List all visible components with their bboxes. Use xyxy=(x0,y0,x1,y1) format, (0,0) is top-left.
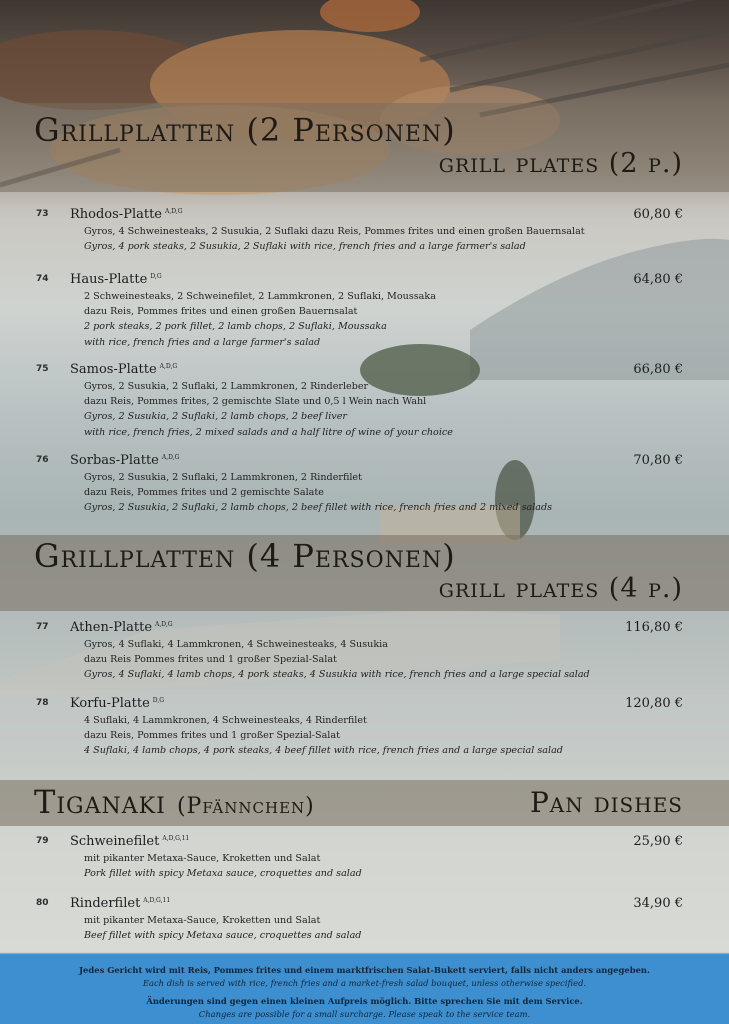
allergen-codes: A,D,G xyxy=(155,621,173,628)
footer-line1-de: Jedes Gericht wird mit Reis, Pommes frites und einem marktfrischen Salat-Bukett serviert, falls nicht anders angegeben. xyxy=(79,965,650,975)
item-number: 76 xyxy=(36,455,49,465)
section-title-de: Grillplatten (2 Personen) xyxy=(34,111,456,149)
item-number: 73 xyxy=(36,209,49,219)
item-name: Haus-Platte $^{D,G}$ xyxy=(70,272,162,287)
item-number: 79 xyxy=(36,836,49,846)
footer-line1-en: Each dish is served with rice, french fries and a market-fresh salad bouquet, unless otherwise specified. xyxy=(142,977,587,988)
item-name: Schweinefilet $^{A,D,G,11}$ xyxy=(70,834,190,849)
allergen-codes: A,D,G xyxy=(161,454,180,461)
item-price: 70,80 € xyxy=(633,453,683,468)
item-name: Athen-Platte $^{A,D,G}$ xyxy=(70,620,173,635)
allergen-codes: A,D,G,11 xyxy=(143,897,171,904)
item-price: 34,90 € xyxy=(633,896,683,911)
item-price: 66,80 € xyxy=(633,362,683,377)
item-number: 74 xyxy=(36,274,49,284)
item-number: 77 xyxy=(36,622,49,632)
item-description: Gyros, 2 Susukia, 2 Suflaki, 2 Lammkronen, 2 Rinderleber dazu Reis, Pommes frites, 2 gemischte Slate und 0,5 l Wein nach Wahl Gyros, 2 Susukia, 2 Suflaki, 2 lamb chops, 2 beef liver with rice, french fries, 2 mixed salads and a half litre of wine of your choice xyxy=(84,381,453,438)
section-title-en: grill plates (4 p.) xyxy=(438,573,683,604)
item-description: Gyros, 4 Suflaki, 4 Lammkronen, 4 Schweinesteaks, 4 Susukia dazu Reis Pommes frites und 1 großer Spezial-Salat Gyros, 4 Suflaki, 4 lamb chops, 4 pork steaks, 4 Susukia with rice, french fries and a large special salad xyxy=(84,639,590,681)
item-price: 120,80 € xyxy=(625,696,683,711)
item-name: Korfu-Platte $^{D,G}$ xyxy=(70,696,165,711)
footer-line2-de: Änderungen sind gegen einen kleinen Aufpreis möglich. Bitte sprechen Sie mit dem Service. xyxy=(146,996,583,1006)
allergen-codes: A,D,G xyxy=(159,363,178,370)
footer-line2-en: Changes are possible for a small surcharge. Please speak to the service team. xyxy=(198,1008,531,1019)
section-title-en: grill plates (2 p.) xyxy=(438,148,683,179)
item-name: Samos-Platte $^{A,D,G}$ xyxy=(70,362,178,377)
item-price: 25,90 € xyxy=(633,834,683,849)
section-title-de: Grillplatten (4 Personen) xyxy=(34,537,456,575)
item-name: Rhodos-Platte $^{A,D,G}$ xyxy=(70,207,183,222)
footer-notice xyxy=(0,955,729,1024)
item-price: 60,80 € xyxy=(633,207,683,222)
allergen-codes: A,D,G,11 xyxy=(162,835,190,842)
item-description: mit pikanter Metaxa-Sauce, Kroketten und Salat Beef fillet with spicy Metaxa sauce, croquettes and salad xyxy=(84,915,362,942)
item-name: Rinderfilet $^{A,D,G,11}$ xyxy=(70,896,171,911)
section-title-en: Pan dishes xyxy=(529,786,683,819)
item-number: 80 xyxy=(36,898,49,908)
allergen-codes: A,D,G xyxy=(165,208,183,215)
item-description: 4 Suflaki, 4 Lammkronen, 4 Schweinesteaks, 4 Rinderfilet dazu Reis, Pommes frites und 1 großer Spezial-Salat 4 Suflaki, 4 lamb chops, 4 pork steaks, 4 beef fillet with rice, french fries and a large special salad xyxy=(84,715,563,757)
allergen-codes: D,G xyxy=(152,697,165,704)
item-number: 78 xyxy=(36,698,49,708)
item-name: Sorbas-Platte $^{A,D,G}$ xyxy=(70,453,180,468)
section-title-de: Tiganaki (Pfännchen) xyxy=(34,783,315,821)
item-price: 64,80 € xyxy=(633,272,683,287)
item-description: Gyros, 4 Schweinesteaks, 2 Susukia, 2 Suflaki dazu Reis, Pommes frites und einen großen Bauernsalat Gyros, 4 pork steaks, 2 Susukia, 2 Suflaki with rice, french fries and a large farmer's salad xyxy=(84,226,585,253)
item-description: Gyros, 2 Susukia, 2 Suflaki, 2 Lammkronen, 2 Rinderfilet dazu Reis, Pommes frites und 2 gemischte Salate Gyros, 2 Susukia, 2 Suflaki, 2 lamb chops, 2 beef fillet with rice, french fries and 2 mixed salads xyxy=(84,472,553,514)
item-description: 2 Schweinesteaks, 2 Schweinefilet, 2 Lammkronen, 2 Suflaki, Moussaka dazu Reis, Pommes frites und einen großen Bauernsalat 2 pork steaks, 2 pork fillet, 2 lamb chops, 2 Suflaki, Moussaka with rice, french fries and a large farmer's salad xyxy=(84,291,436,348)
item-number: 75 xyxy=(36,364,49,374)
allergen-codes: D,G xyxy=(150,273,162,280)
item-price: 116,80 € xyxy=(625,620,683,635)
item-description: mit pikanter Metaxa-Sauce, Kroketten und Salat Pork fillet with spicy Metaxa sauce, croquettes and salad xyxy=(84,853,362,880)
